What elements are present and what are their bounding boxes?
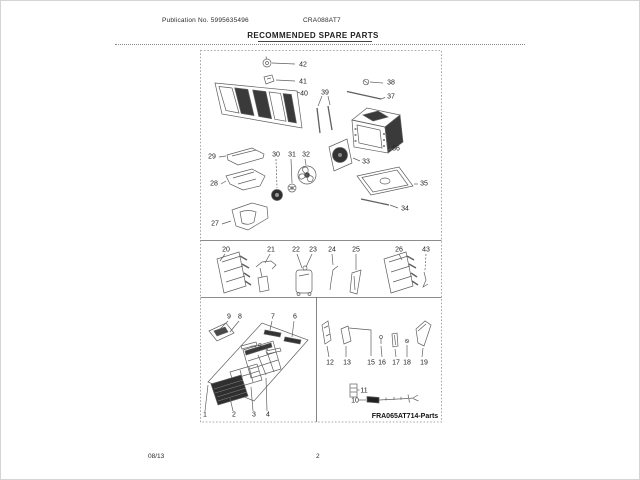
callout-38: 38 (387, 79, 395, 87)
callout-2: 2 (232, 411, 236, 419)
part-15-wire (349, 328, 371, 356)
part-38-screw (363, 79, 383, 85)
footer-date: 08/13 (148, 453, 165, 460)
part-33-blower (329, 139, 360, 171)
part-37-rod (347, 92, 385, 100)
part-13-panel (341, 326, 351, 357)
callout-27: 27 (211, 220, 219, 228)
part-18-screw (405, 339, 409, 357)
part-22-23-component (296, 254, 312, 296)
callout-17: 17 (392, 359, 400, 367)
callout-18: 18 (403, 359, 411, 367)
callout-8: 8 (238, 313, 242, 321)
callout-11: 11 (360, 387, 368, 395)
callout-29: 29 (208, 153, 216, 161)
part-26-condenser (384, 252, 418, 293)
part-35-base-pan (357, 167, 418, 195)
callout-24: 24 (328, 246, 336, 254)
callout-7: 7 (271, 313, 275, 321)
callout-16: 16 (378, 359, 386, 367)
part-2-grille (211, 375, 248, 411)
part-32-fan-blade (298, 159, 316, 184)
part-19-bracket (416, 321, 431, 357)
part-11-capacitor (350, 384, 360, 397)
callout-40: 40 (300, 90, 308, 98)
page-title: RECOMMENDED SPARE PARTS (247, 31, 379, 40)
callout-37: 37 (387, 93, 395, 101)
callout-33: 33 (362, 158, 370, 166)
callout-15: 15 (367, 359, 375, 367)
footer-page-number: 2 (316, 453, 320, 460)
callout-35: 35 (420, 180, 428, 188)
part-43-wire (423, 254, 428, 287)
callout-28: 28 (210, 180, 218, 188)
part-29-housing-top (219, 148, 264, 165)
callout-20: 20 (222, 246, 230, 254)
callout-6: 6 (293, 313, 297, 321)
part-6-button-strip (284, 321, 301, 344)
part-17-sleeve (392, 333, 398, 357)
callout-23: 23 (309, 246, 317, 254)
callout-39: 39 (321, 89, 329, 97)
part-39-rods (317, 96, 332, 133)
assembly-label: FRA065AT714-Parts (371, 413, 439, 420)
publication-number: Publication No. 5995635496 (162, 17, 249, 24)
part-34-rod (361, 199, 398, 208)
callout-4: 4 (266, 411, 270, 419)
callout-12: 12 (326, 359, 334, 367)
part-21-thermostat (256, 254, 276, 292)
part-16-screw (380, 336, 383, 358)
callout-26: 26 (395, 246, 403, 254)
part-40-front-panel (215, 83, 302, 128)
callout-10: 10 (351, 397, 359, 405)
part-12-strip (322, 321, 331, 357)
part-10-power-cord (359, 395, 419, 404)
callout-5: 5 (258, 343, 262, 351)
callout-3: 3 (252, 411, 256, 419)
part-41-bracket (264, 75, 295, 84)
part-28-housing (221, 169, 265, 190)
part-25-tube (350, 254, 361, 294)
part-8-9-nameplate (209, 321, 239, 341)
callout-22: 22 (292, 246, 300, 254)
callout-42: 42 (299, 61, 307, 69)
callout-30: 30 (272, 151, 280, 159)
callout-36: 36 (392, 145, 400, 153)
callout-21: 21 (267, 246, 275, 254)
part-24-tube (330, 254, 338, 290)
callout-32: 32 (302, 151, 310, 159)
callout-9: 9 (227, 313, 231, 321)
part-42-knob (263, 57, 295, 68)
callout-31: 31 (288, 151, 296, 159)
callout-25: 25 (352, 246, 360, 254)
callout-43: 43 (422, 246, 430, 254)
part-31-hub (288, 159, 296, 192)
callout-1: 1 (203, 411, 207, 419)
part-30-wheel (272, 159, 283, 201)
callout-13: 13 (343, 359, 351, 367)
callout-19: 19 (420, 359, 428, 367)
part-20-evaporator (217, 252, 251, 293)
model-number: CRA088AT7 (303, 17, 341, 24)
callout-34: 34 (401, 205, 409, 213)
callout-41: 41 (299, 78, 307, 86)
part-4-control-panel (243, 341, 281, 411)
part-27-base-piece (222, 203, 268, 230)
